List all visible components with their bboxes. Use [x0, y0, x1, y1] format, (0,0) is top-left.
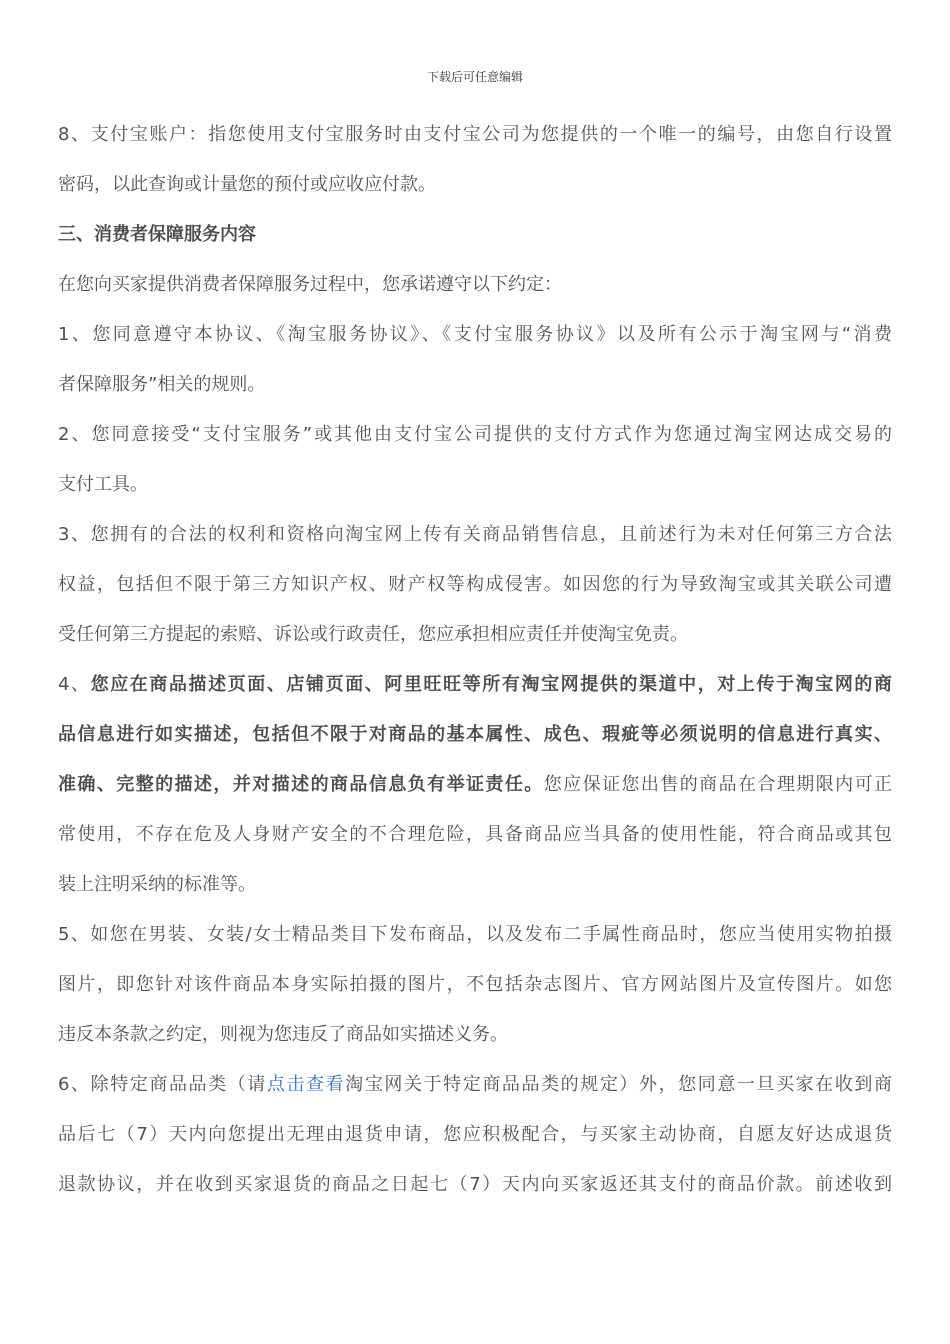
clause-3-line-2: 权益，包括但不限于第三方知识产权、财产权等构成侵害。如因您的行为导致淘宝或其关联公司遭 — [58, 574, 892, 595]
section-heading: 三、消费者保障服务内容 — [58, 224, 256, 245]
page-header: 下载后可任意编辑 — [426, 70, 523, 84]
clause-4-line-2: 品信息进行如实描述，包括但不限于对商品的基本属性、成色、瑕疵等必须说明的信息进行真实、 — [58, 724, 892, 745]
section-intro: 在您向买家提供消费者保障服务过程中，您承诺遵守以下约定： — [58, 274, 562, 295]
clause-6-line-2: 品后七（7）天内向您提出无理由退货申请，您应积极配合，与买家主动协商，自愿友好达成退货 — [58, 1124, 892, 1145]
clause-5-line-2: 图片，即您针对该件商品本身实际拍摄的图片，不包括杂志图片、官方网站图片及宣传图片。如您 — [58, 974, 892, 995]
clause-4-line-1 — [58, 660, 892, 710]
clause-4-normal-text: 您应保证您出售的商品在合理期限内可正 — [543, 774, 892, 795]
clause-5-line-3: 违反本条款之约定，则视为您违反了商品如实描述义务。 — [58, 1024, 508, 1045]
clause-3-line-3: 受任何第三方提起的索赔、诉讼或行政责任，您应承担相应责任并使淘宝免责。 — [58, 624, 688, 645]
clause-6-prefix: 6、除特定商品品类（请 — [58, 1074, 267, 1095]
document-body — [58, 110, 892, 1210]
view-link[interactable]: 点击查看 — [266, 1074, 346, 1095]
clause-3-line-1: 3、您拥有的合法的权利和资格向淘宝网上传有关商品销售信息，且前述行为未对任何第三方合法 — [58, 524, 892, 545]
clause-1-line-2: 者保障服务”相关的规则。 — [58, 374, 266, 395]
clause-4-bold-text: 您应在商品描述页面、店铺页面、阿里旺旺等所有淘宝网提供的渠道中，对上传于淘宝网的商 — [90, 674, 892, 695]
clause-8-line-2: 密码，以此查询或计量您的预付或应收应付款。 — [58, 174, 436, 195]
clause-4-bold-end: 准确、完整的描述，并对描述的商品信息负有举证责任。 — [58, 774, 544, 795]
clause-2-line-1: 2、您同意接受“支付宝服务”或其他由支付宝公司提供的支付方式作为您通过淘宝网达成交易的 — [58, 424, 892, 445]
clause-4-line-3 — [58, 760, 892, 810]
clause-8-line-1: 8、支付宝账户：指您使用支付宝服务时由支付宝公司为您提供的一个唯一的编号，由您自行设置 — [58, 124, 892, 145]
clause-4-line-4: 常使用，不存在危及人身财产安全的不合理危险，具备商品应当具备的使用性能，符合商品或其包 — [58, 824, 892, 845]
clause-2-line-2: 支付工具。 — [58, 474, 148, 495]
clause-4-number: 4、 — [58, 674, 91, 695]
clause-1-line-1: 1、您同意遵守本协议、《淘宝服务协议》、《支付宝服务协议》以及所有公示于淘宝网与“消费 — [58, 324, 892, 345]
clause-6-line-1 — [58, 1060, 892, 1110]
clause-6-rest: 淘宝网关于特定商品品类的规定）外，您同意一旦买家在收到商 — [345, 1074, 892, 1095]
clause-6-line-3: 退款协议，并在收到买家退货的商品之日起七（7）天内向买家返还其支付的商品价款。前述收到 — [58, 1174, 892, 1195]
clause-5-line-1: 5、如您在男装、女装/女士精品类目下发布商品，以及发布二手属性商品时，您应当使用实物拍摄 — [58, 924, 892, 945]
clause-4-line-5: 装上注明采纳的标准等。 — [58, 874, 256, 895]
